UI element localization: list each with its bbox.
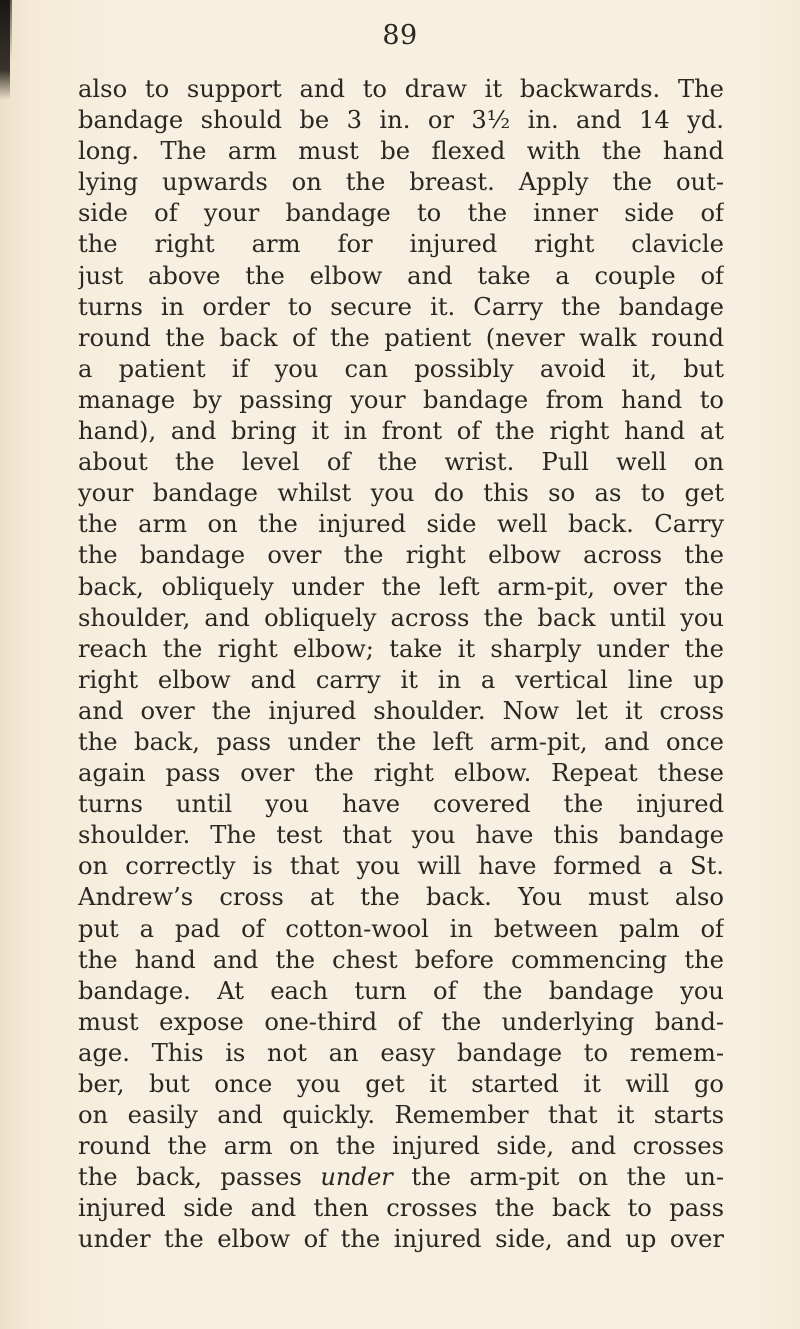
text-line: bandage. At each turn of the bandage you: [78, 976, 724, 1005]
text-line: the back, pass under the left arm-pit, and once: [78, 727, 724, 756]
text-line: the arm on the injured side well back. Carry: [78, 510, 724, 539]
text-line: side of your bandage to the inner side of: [78, 199, 724, 228]
text-line: right elbow and carry it in a vertical line up: [78, 665, 724, 694]
text-line: also to support and to draw it backwards. The: [78, 75, 724, 103]
italic-emphasis: under: [320, 1163, 393, 1192]
text-line: lying upwards on the breast. Apply the out-: [78, 168, 724, 197]
text-line: round the back of the patient (never walk round: [78, 323, 724, 352]
text-line: your bandage whilst you do this so as to get: [78, 479, 724, 508]
text-line: the bandage over the right elbow across the: [78, 541, 724, 570]
text-line: age. This is not an easy bandage to remem-: [78, 1038, 724, 1067]
text-line: the hand and the chest before commencing the: [78, 945, 724, 974]
text-line: long. The arm must be flexed with the hand: [78, 137, 724, 166]
page-number: 89: [382, 20, 418, 51]
text-line: a patient if you can possibly avoid it, but: [78, 354, 724, 383]
text-line: and over the injured shoulder. Now let it cross: [78, 696, 724, 725]
text-line: back, obliquely under the left arm-pit, over the: [78, 572, 724, 601]
text-line: again pass over the right elbow. Repeat these: [78, 759, 724, 788]
text-line: hand), and bring it in front of the right hand at: [78, 417, 724, 446]
text-line: injured side and then crosses the back to pass: [78, 1194, 724, 1223]
text-line: put a pad of cotton-wool in between palm of: [78, 914, 724, 943]
text-line: reach the right elbow; take it sharply under the: [78, 634, 724, 663]
body-text: [78, 74, 724, 1256]
text-line: shoulder, and obliquely across the back until you: [78, 603, 724, 632]
text-line: turns in order to secure it. Carry the bandage: [78, 292, 724, 321]
text-line: shoulder. The test that you have this bandage: [78, 821, 724, 850]
text-line: under the elbow of the injured side, and up over: [78, 1225, 724, 1254]
text-line: just above the elbow and take a couple of: [78, 261, 724, 290]
text-line: about the level of the wrist. Pull well on: [78, 448, 724, 477]
text-line: turns until you have covered the injured: [78, 790, 724, 819]
text-line: Andrew’s cross at the back. You must also: [78, 883, 724, 912]
text-segment: the back, passes: [78, 1163, 321, 1192]
text-line: round the arm on the injured side, and crosses: [78, 1132, 724, 1161]
text-line: the right arm for injured right clavicle: [78, 230, 724, 259]
text-line: must expose one-third of the underlying band-: [78, 1007, 724, 1036]
text-segment: the arm-pit on the un-: [392, 1163, 724, 1192]
text-line: ber, but once you get it started it will go: [78, 1070, 724, 1098]
text-line: manage by passing your bandage from hand to: [78, 385, 724, 414]
text-line: bandage should be 3 in. or 3½ in. and 14 yd.: [78, 106, 724, 135]
text-line: on correctly is that you will have formed a St.: [78, 852, 724, 881]
text-line: on easily and quickly. Remember that it starts: [78, 1101, 724, 1130]
text-line-with-italic: [78, 1162, 724, 1193]
